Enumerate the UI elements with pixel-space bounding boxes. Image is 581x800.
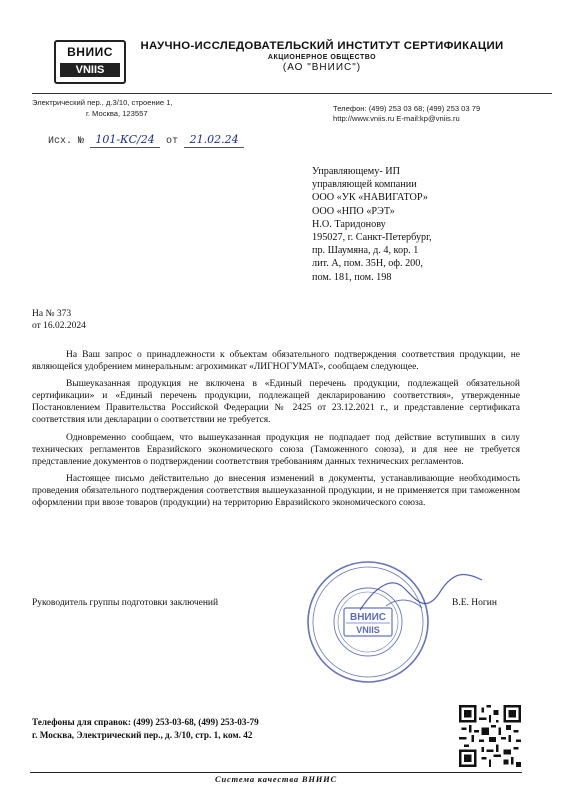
letter-body [32,349,520,514]
footer-contacts [32,716,259,742]
body-paragraph: Настоящее письмо действительно до внесения изменений в документы, устанавливающие необходимость проведения обязательного подтверждения соответствия вышеуказанной продукции, и не применяется при таможенном оформлении при ввозе товаров (продукции) на территорию Евразийского экономического союза. [32,473,520,509]
institute-abbreviation: (АО "ВНИИС") [282,62,362,73]
incoming-number: На № 373 [32,309,72,319]
institute-title: НАУЧНО-ИССЛЕДОВАТЕЛЬСКИЙ ИНСТИТУТ СЕРТИФИКАЦИИ [140,40,504,52]
web-email-line: http://www.vniis.ru E-mail:kp@vniis.ru [333,114,460,123]
address-line-1: Электрический пер., д.3/10, строение 1, [32,98,173,107]
outgoing-reference [48,133,244,148]
out-date-label: от [166,136,179,147]
recipient-line: Н.О. Таридонову [312,218,386,230]
out-date-handwritten: 21.02.24 [189,133,239,146]
recipient-line: пр. Шаумяна, д. 4, кор. 1 [312,245,419,257]
footer-divider [30,772,522,773]
address-line-2: г. Москва, 123557 [86,109,148,118]
logo-text-latin: VNIIS [60,63,120,77]
quality-system-caption: Система качества ВНИИС [214,774,338,784]
handwritten-signature [356,566,486,626]
institute-subtitle: АКЦИОНЕРНОЕ ОБЩЕСТВО [267,54,377,61]
recipient-line: управляющей компании [312,179,417,191]
recipient-line: лит. А, пом. 35Н, оф. 200, [312,258,423,270]
out-number-label: Исх. № [48,136,85,147]
recipient-line: ООО «УК «НАВИГАТОР» [312,192,428,204]
stamp-text-latin: VNIIS [356,625,380,635]
header-divider [32,93,552,94]
stamp-text-cyrillic: ВНИИС [349,612,387,623]
logo-text-cyrillic: ВНИИС [67,45,113,59]
phone-line: Телефон: (499) 253 03 68; (499) 253 03 79 [333,104,481,113]
out-number-handwritten: 101-КС/24 [95,133,155,146]
body-paragraph: Вышеуказанная продукция не включена в «Единый перечень продукции, подлежащей обязательной сертификации» и «Единый перечень продукции, подлежащей декларированию соответствия», утвержденные Постановлением Правительства Российской Федерации № 2425 от 23.12.2021 г., и представление сертификата соответствия или декларации о соответствии не требуется. [32,379,520,426]
recipient-block [312,165,562,284]
incoming-reference [32,308,86,333]
signatory-name: В.Е. Ногин [452,598,497,608]
body-paragraph: Одновременно сообщаем, что вышеуказанная продукция не подпадает под действие вступивших в силу технических регламентов Евразийского экономического союза (Таможенного союза), и для нее не требуется представление документов о подтверждении соответствия требованиям данных технических регламентов. [32,432,520,467]
recipient-line: пом. 181, пом. 198 [312,271,392,283]
incoming-date: от 16.02.2024 [32,321,86,332]
recipient-line: 195027, г. Санкт-Петербург, [312,232,432,244]
recipient-line: ООО «НПО «РЭТ» [312,205,395,217]
body-paragraph: На Ваш запрос о принадлежности к объектам обязательного подтверждения соответствия продукции, не являющейся удобрением минеральным: агрохимикат «ЛИГНОГУМАТ», сообщаем следующее. [32,350,520,373]
footer-address: г. Москва, Электрический пер., д. 3/10, стр. 1, ком. 42 [32,730,253,740]
footer-phones: Телефоны для справок: (499) 253-03-68, (499) 253-03-79 [32,717,259,727]
vniis-logo [54,40,126,84]
qr-code [459,705,521,767]
signatory-role: Руководитель группы подготовки заключений [32,598,219,608]
recipient-line: Управляющему- ИП [312,166,401,177]
